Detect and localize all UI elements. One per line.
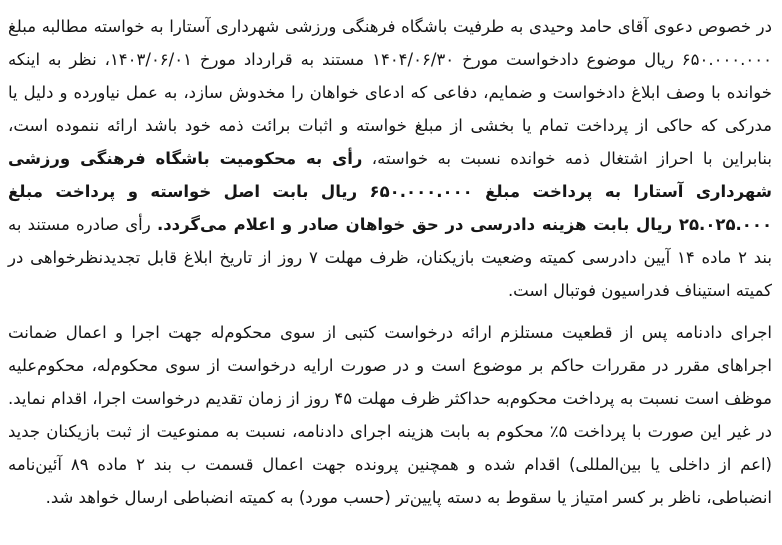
ruling-intro-text: در خصوص دعوی آقای حامد وحیدی به طرفیت باشگاه فرهنگی ورزشی شهرداری آستارا به خواسته مطالبه مبلغ ۶۵۰.۰۰۰.۰۰۰ ریال موضوع دادخواست مورخ ۱۴۰۴/۰۶/۳۰ مستند به قرارداد مورخ ۱۴۰۳/۰۶/۰۱، نظر به اینکه خوانده با وصف ابلاغ دادخواست و ضمایم، دفاعی که ادعای خواهان را مخدوش سازد، به عمل نیاورده و دلیل یا مدرکی که حاکی از پرداخت تمام یا بخشی از مبلغ خواسته و اثبات برائت ذمه خود باشد ارائه ننموده است، بنابراین با احراز اشتغال ذمه خوانده نسبت به خواسته،: [8, 17, 773, 168]
ruling-appeal-note-text: رأی صادره مستند به بند ۲ ماده ۱۴ آیین دادرسی کمیته وضعیت بازیکنان، ظرف مهلت ۷ روز از تاریخ ابلاغ قابل تجدیدنظرخواهی در کمیته استیناف فدراسیون فوتبال است.: [8, 215, 772, 300]
ruling-enforcement-text: اجرای دادنامه پس از قطعیت مستلزم ارائه درخواست کتبی از سوی محکوم‌له جهت اجرا و اعمال ضمانت اجراهای مقرر در مقررات حاکم بر موضوع است و در صورت ارایه درخواست از سوی محکوم‌له، محکوم‌علیه موظف است نسبت به پرداخت محکوم‌به حداکثر ظرف مهلت ۴۵ روز از زمان تقدیم درخواست اجرا، اقدام نماید. در غیر این صورت با پرداخت ۵٪ محکوم به بابت هزینه اجرای دادنامه، نسبت به ممنوعیت از ثبت بازیکنان جدید (اعم از داخلی یا بین‌المللی) اقدام شده و همچنین پرونده جهت اعمال قسمت ب بند ۲ ماده ۸۹ آئین‌نامه انضباطی، ناظر بر کسر امتیاز یا سقوط به دسته پایین‌تر (حسب مورد) به کمیته انضباطی ارسال خواهد شد.: [8, 323, 773, 507]
ruling-paragraph-enforcement: [8, 316, 772, 514]
ruling-verdict-bold-text: رأی به محکومیت باشگاه فرهنگی ورزشی شهرداری آستارا به پرداخت مبلغ ۶۵۰.۰۰۰.۰۰۰ ریال بابت اصل خواسته و پرداخت مبلغ ۲۵.۰۲۵.۰۰۰ ریال بابت هزینه دادرسی در حق خواهان صادر و اعلام می‌گردد.: [8, 149, 773, 234]
ruling-paragraph-verdict: [8, 10, 772, 307]
